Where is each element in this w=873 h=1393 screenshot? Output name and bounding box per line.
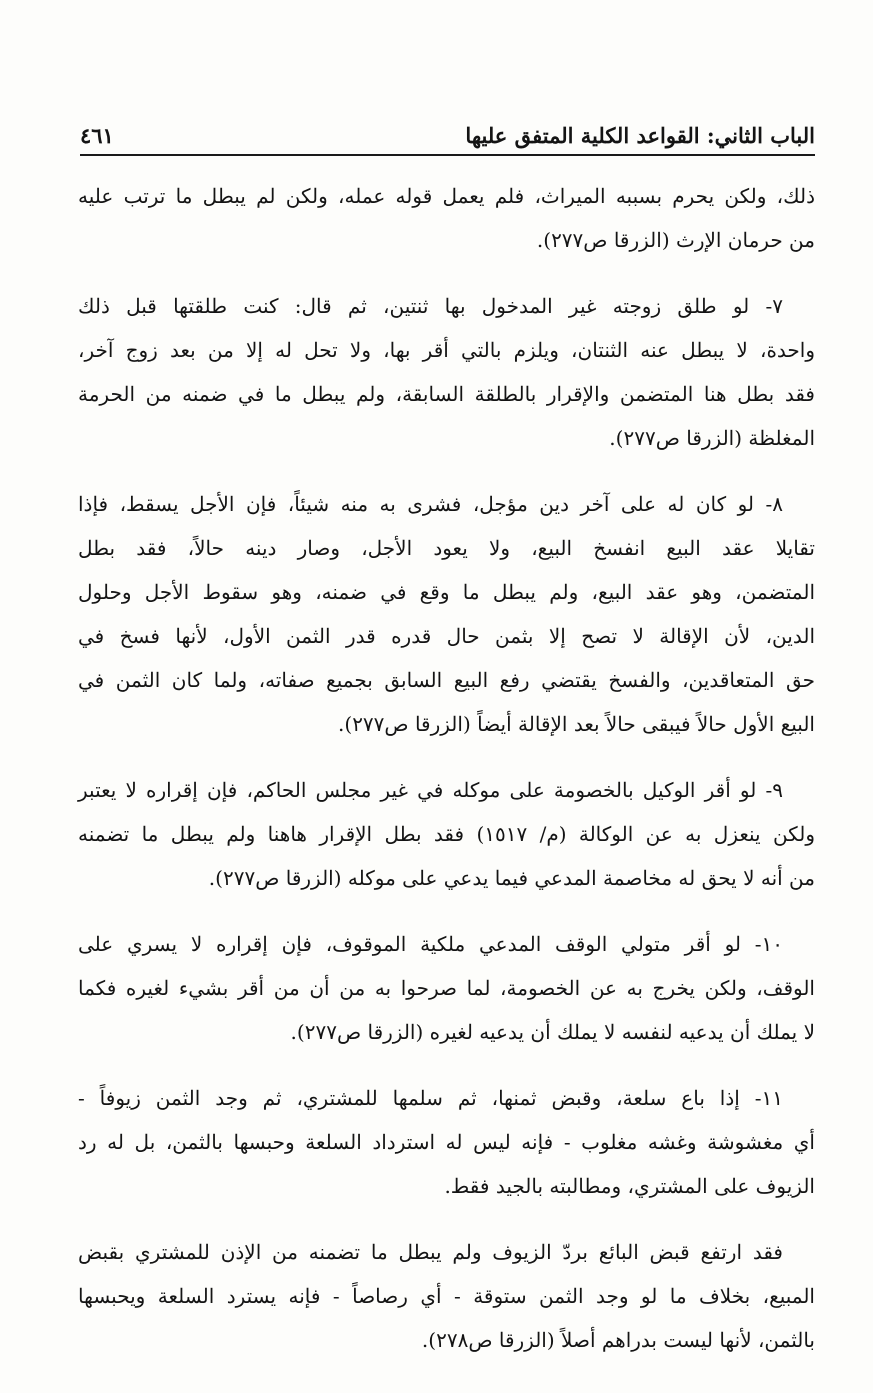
text-line: واحدة، لا يبطل عنه الثنتان، ويلزم بالتي أقر بها، ولا تحل له إلا من بعد زوج آخر،	[78, 338, 815, 362]
paragraph-item-11	[78, 1076, 815, 1208]
paragraph-item-7	[78, 284, 815, 460]
text-line: من حرمان الإرث (الزرقا ص٢٧٧).	[536, 228, 815, 252]
text-line: البيع الأول حالاً فيبقى حالاً بعد الإقالة أيضاً (الزرقا ص٢٧٧).	[338, 712, 815, 736]
body-text	[78, 174, 815, 1384]
text-line: تقايلا عقد البيع انفسخ البيع، ولا يعود الأجل، وصار دينه حالاً، فقد بطل	[78, 536, 815, 560]
text-line: ولكن ينعزل به عن الوكالة (م/ ١٥١٧) فقد بطل الإقرار هاهنا ولم يبطل ما تضمنه	[78, 822, 815, 846]
text-line: المبيع، بخلاف ما لو وجد الثمن ستوقة - أي رصاصاً - فإنه يسترد السلعة ويحبسها	[78, 1284, 815, 1308]
page-number: ٤٦١	[80, 123, 114, 148]
chapter-title: الباب الثاني: القواعد الكلية المتفق عليها	[465, 123, 815, 148]
text-line: الزيوف على المشتري، ومطالبته بالجيد فقط.	[444, 1174, 815, 1198]
text-line: ٩- لو أقر الوكيل بالخصومة على موكله في غير مجلس الحاكم، فإن إقراره لا يعتبر	[78, 778, 783, 802]
text-line: الوقف، ولكن يخرج به عن الخصومة، لما صرحوا به من أن من أقر بشيء لغيره فكما	[78, 976, 815, 1000]
text-line: لا يملك أن يدعيه لنفسه لا يملك أن يدعيه لغيره (الزرقا ص٢٧٧).	[290, 1020, 815, 1044]
text-line: ٧- لو طلق زوجته غير المدخول بها ثنتين، ثم قال: كنت طلقتها قبل ذلك	[78, 294, 783, 318]
text-line: الدين، لأن الإقالة لا تصح إلا بثمن حال قدره قدر الثمن الأول، لأنها فسخ في	[78, 624, 815, 648]
text-line: حق المتعاقدين، والفسخ يقتضي رفع البيع السابق بجميع صفاته، ولما كان الثمن في	[78, 668, 815, 692]
running-header	[80, 114, 815, 156]
text-line: المتضمن، وهو عقد البيع، ولم يبطل ما وقع في ضمنه، وهو سقوط الأجل وحلول	[78, 580, 815, 604]
paragraph-item-8	[78, 482, 815, 746]
paragraph-continuation	[78, 174, 815, 262]
text-line: من أنه لا يحق له مخاصمة المدعي فيما يدعي على موكله (الزرقا ص٢٧٧).	[208, 866, 815, 890]
text-line: ١٠- لو أقر متولي الوقف المدعي ملكية الموقوف، فإن إقراره لا يسري على	[78, 932, 783, 956]
text-line: ١١- إذا باع سلعة، وقبض ثمنها، ثم سلمها للمشتري، ثم وجد الثمن زيوفاً -	[78, 1086, 783, 1110]
paragraph-item-9	[78, 768, 815, 900]
text-line: فقد بطل هنا المتضمن والإقرار بالطلقة السابقة، ولم يبطل ما في ضمنه من الحرمة	[78, 382, 815, 406]
text-line: ذلك، ولكن يحرم بسببه الميراث، فلم يعمل قوله عمله، ولكن لم يبطل ما ترتب عليه	[78, 184, 815, 208]
text-line: أي مغشوشة وغشه مغلوب - فإنه ليس له استرداد السلعة وحبسها بالثمن، بل له رد	[78, 1130, 815, 1154]
text-line: ٨- لو كان له على آخر دين مؤجل، فشرى به منه شيئاً، فإن الأجل يسقط، فإذا	[78, 492, 783, 516]
text-line: فقد ارتفع قبض البائع بردّ الزيوف ولم يبطل ما تضمنه من الإذن للمشتري بقبض	[78, 1240, 783, 1264]
paragraph-item-10	[78, 922, 815, 1054]
text-line: بالثمن، لأنها ليست بدراهم أصلاً (الزرقا ص٢٧٨).	[421, 1328, 815, 1352]
text-line: المغلظة (الزرقا ص٢٧٧).	[609, 426, 815, 450]
paragraph-explanation	[78, 1230, 815, 1362]
